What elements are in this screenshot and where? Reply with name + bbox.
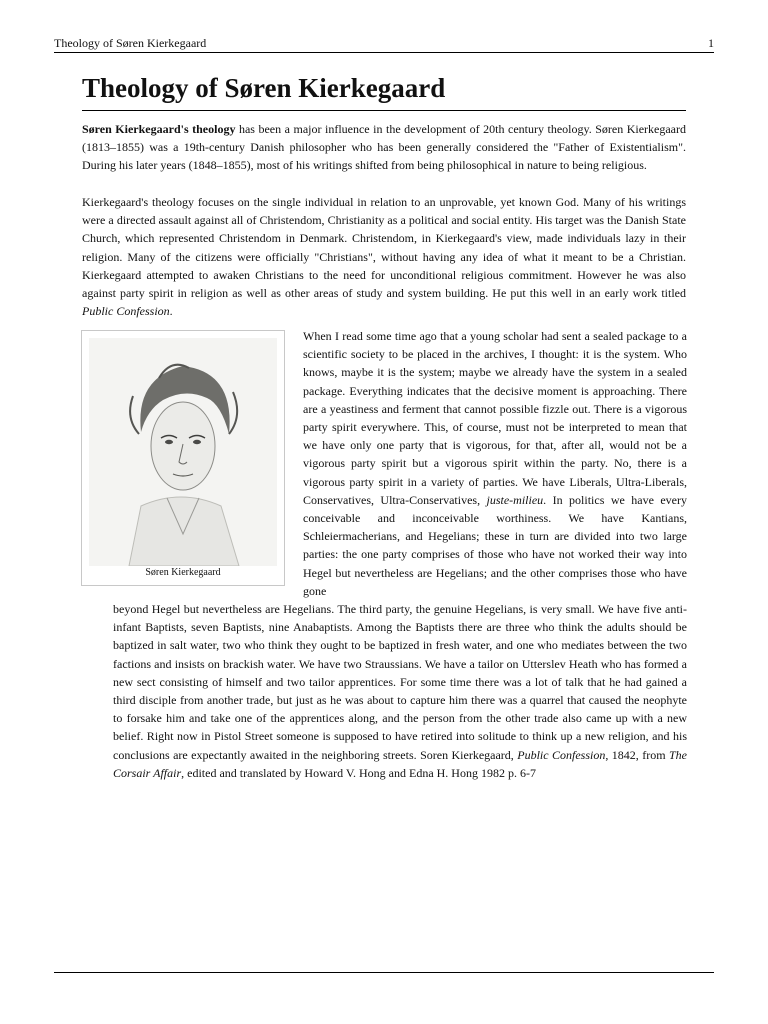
portrait-sketch: [89, 338, 277, 566]
citation-text: , 1842, from: [605, 747, 669, 762]
quote-block-lower: [113, 600, 687, 782]
footer-rule: [54, 972, 714, 973]
intro-text: has been a major influence in the development of 20th century theology. Søren Kierkegaard (1813–1855) was a 19th-century Danish philosopher who has been generally considered the "Father of Existentialism". During his later years (1848–1855), most of his writings shifted from being philosophical in nature to being religious.: [82, 122, 687, 173]
body-text-end: .: [169, 304, 173, 319]
intro-paragraph: [82, 120, 686, 175]
body-paragraph: [82, 193, 686, 320]
quote-italic-term: juste-milieu: [486, 492, 544, 507]
article-title: Theology of Søren Kierkegaard: [82, 73, 446, 103]
body-text: Kierkegaard's theology focuses on the single individual in relation to an unprovable, yet known God. Many of his writings were a directed assault against all of Christendom, Christianity as a political and social entity. His target was the Danish State Church, which represented Christendom in Denmark. Christendom, in Kierkegaard's view, made individuals lazy in their religion. Many of the citizens were officially "Christians", without having any idea of what it meant to be a Christian. Kierkegaard attempted to awaken Christians to the need for unconditional religious commitment. However he was also against party spirit in religion as well as other areas of study and system building. He put this well in an early work titled: [82, 195, 686, 301]
page-number: 1: [708, 36, 714, 50]
quote-block-upper: [303, 327, 687, 600]
work-title-link[interactable]: Public Confession: [82, 304, 170, 319]
title-rule: [82, 110, 686, 111]
intro-bold-subject: Søren Kierkegaard's theology: [82, 122, 236, 136]
running-title: Theology of Søren Kierkegaard: [54, 36, 207, 50]
quote-text-cont: . In politics we have every conceivable and inconceivable worthiness. We have Kantians, Schleiermacherians, and Hegelians; these in turn are divided into two large parties: the one party comprises of those who have not worked their way into Hegel but nevertheless are Hegelians; and the other comprises those who have gone: [303, 492, 688, 598]
figure-caption: Søren Kierkegaard: [145, 567, 221, 578]
running-header: [54, 34, 714, 52]
portrait-figure[interactable]: [81, 330, 285, 586]
citation-work-link[interactable]: Public Confession: [517, 747, 606, 762]
citation-book-link[interactable]: The Corsair Affair: [113, 747, 687, 780]
quote-text-lower: beyond Hegel but nevertheless are Hegelians. The third party, the genuine Hegelians, is very small. We have five anti-infant Baptists, seven Baptists, nine Anabaptists. Among the Baptists there are three who think the adults should be baptized in salt water, two who think they ought to be baptized in fresh water, and one who mediates between the two factions and insists on brackish water. We have two Straussians. We have a tailor on Utterslev Heath who has formed a new sect consisting of himself and two tailor apprentices. For some time there was a lot of talk that he had gained a third disciple from another trade, but just as he was about to capture him there was a quarrel that caused the neophyte to forsake him and take one of the apprentices along, and the person from the other trade also came up with a new belief. Right now in Pistol Street someone is supposed to have retired into solitude to think up a new religion, and his conclusions are expectantly awaited in the neighboring streets. Soren Kierkegaard,: [113, 602, 687, 762]
citation-end: , edited and translated by Howard V. Hong and Edna H. Hong 1982 p. 6-7: [181, 765, 536, 780]
header-rule: [54, 52, 714, 53]
quote-text: When I read some time ago that a young scholar had sent a sealed package to a scientific society to be placed in the archives, I thought: it is the system. Who knows, maybe it is the system; maybe we already have the system in a sealed package. Everything indicates that the decisive moment is approaching. There are a yeastiness and ferment that cannot possible fizzle out. There is a vigorous party spirit everywhere. This, of course, must not be interpreted to mean that we have only one party that is vigorous, for that, after all, would not be a vigorous party spirit but a vigorous spirit within the party. No, there is a vigorous party spirit in a variety of parties. We have Liberals, Ultra-Liberals, Conservatives, Ultra-Conservatives,: [303, 329, 687, 507]
